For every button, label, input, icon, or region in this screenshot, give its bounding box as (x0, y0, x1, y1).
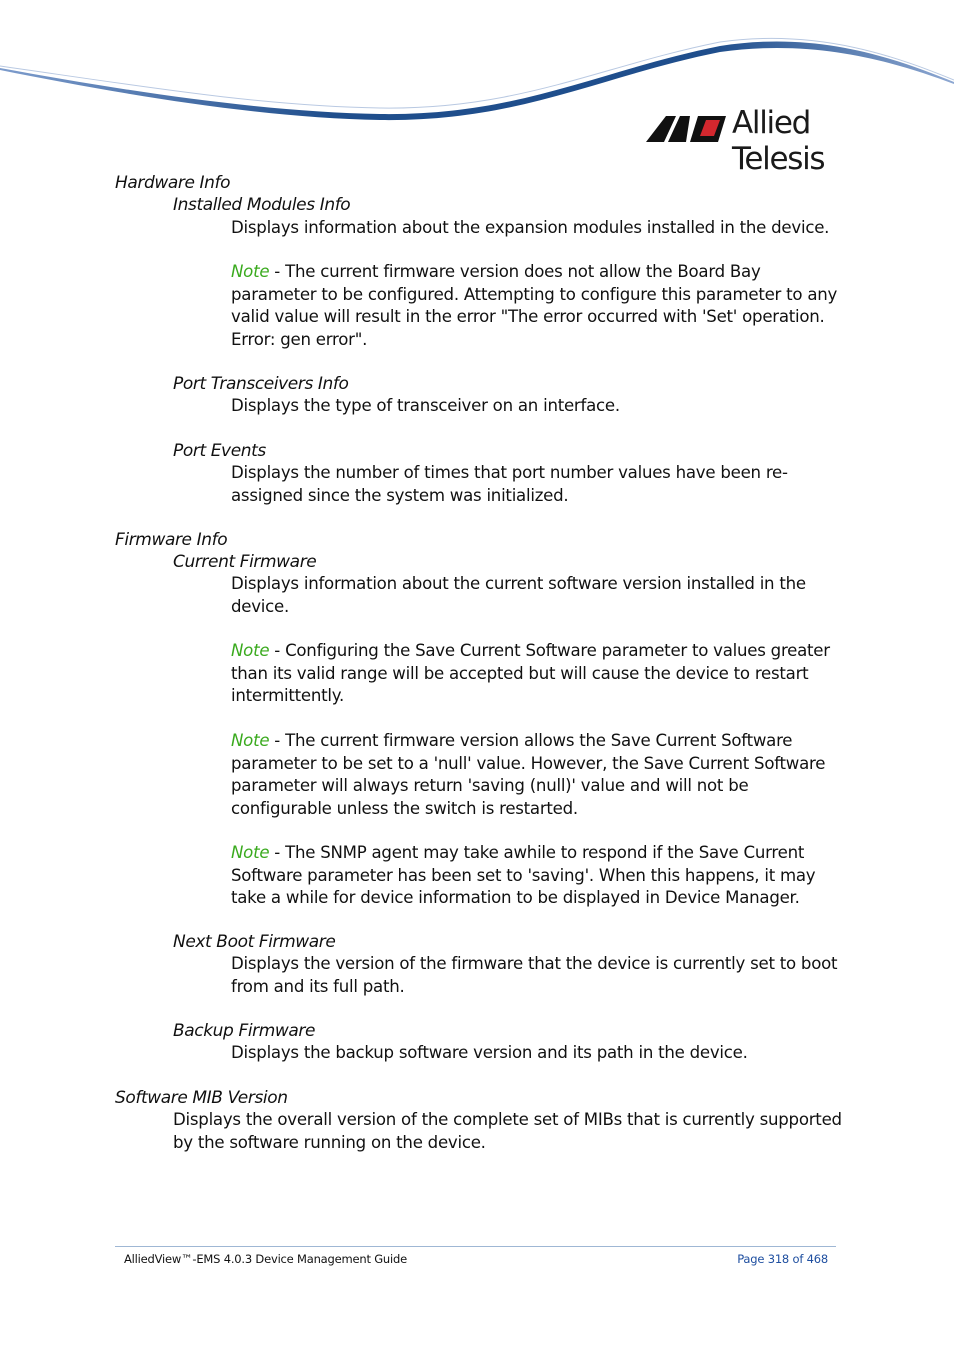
heading-port-transceivers: Port Transceivers Info (173, 374, 349, 394)
heading-firmware-info: Firmware Info (115, 530, 228, 550)
desc-current-firmware: Displays information about the current software version installed in the device. (231, 574, 806, 616)
allied-telesis-logo (646, 105, 902, 177)
desc-next-boot-firmware: Displays the version of the firmware that the device is currently set to boot from and its full path. (231, 954, 838, 996)
heading-backup-firmware: Backup Firmware (173, 1021, 316, 1041)
note-save-range (231, 640, 846, 708)
footer-page-number: Page 318 of 468 (737, 1252, 828, 1266)
note-text: - The current firmware version allows the Save Current Software parameter to be set to a 'null' value. However, the Save Current Software parameter will always return 'saving (null)' value and will not be configurable unless the switch is restarted. (231, 731, 826, 818)
note-label: Note (231, 731, 270, 750)
desc-software-mib: Displays the overall version of the complete set of MIBs that is currently supported by the software running on the device. (173, 1110, 842, 1152)
logo-mark-icon (646, 114, 726, 142)
note-label: Note (231, 843, 270, 862)
desc-installed-modules: Displays information about the expansion modules installed in the device. (231, 218, 830, 237)
heading-installed-modules: Installed Modules Info (173, 195, 351, 215)
logo-text: Allied Telesis (732, 105, 825, 177)
note-text: - The SNMP agent may take awhile to respond if the Save Current Software parameter has been set to 'saving'. When this happens, it may take a while for device information to be displayed in Device Manager. (231, 843, 816, 907)
desc-port-events: Displays the number of times that port number values have been re-assigned since the system was initialized. (231, 463, 788, 505)
desc-port-transceivers: Displays the type of transceiver on an interface. (231, 396, 620, 415)
desc-backup-firmware: Displays the backup software version and its path in the device. (231, 1043, 748, 1062)
footer-doc-title: AlliedView™-EMS 4.0.3 Device Management Guide (124, 1252, 407, 1266)
heading-current-firmware: Current Firmware (173, 552, 317, 572)
note-snmp-delay (231, 842, 846, 910)
note-save-null (231, 730, 846, 820)
heading-next-boot-firmware: Next Boot Firmware (173, 932, 336, 952)
heading-port-events: Port Events (173, 441, 266, 461)
note-label: Note (231, 262, 270, 281)
note-label: Note (231, 641, 270, 660)
note-board-bay (231, 261, 846, 351)
note-text: - Configuring the Save Current Software parameter to values greater than its valid range will be accepted but will cause the device to restart intermittently. (231, 641, 830, 705)
heading-hardware-info: Hardware Info (115, 173, 231, 193)
note-text: - The current firmware version does not allow the Board Bay parameter to be configured. Attempting to configure this parameter to any valid value will result in the error "The error occurred with 'Set' operation. Error: gen error". (231, 262, 838, 349)
heading-software-mib: Software MIB Version (115, 1088, 288, 1108)
footer-rule (115, 1246, 836, 1247)
